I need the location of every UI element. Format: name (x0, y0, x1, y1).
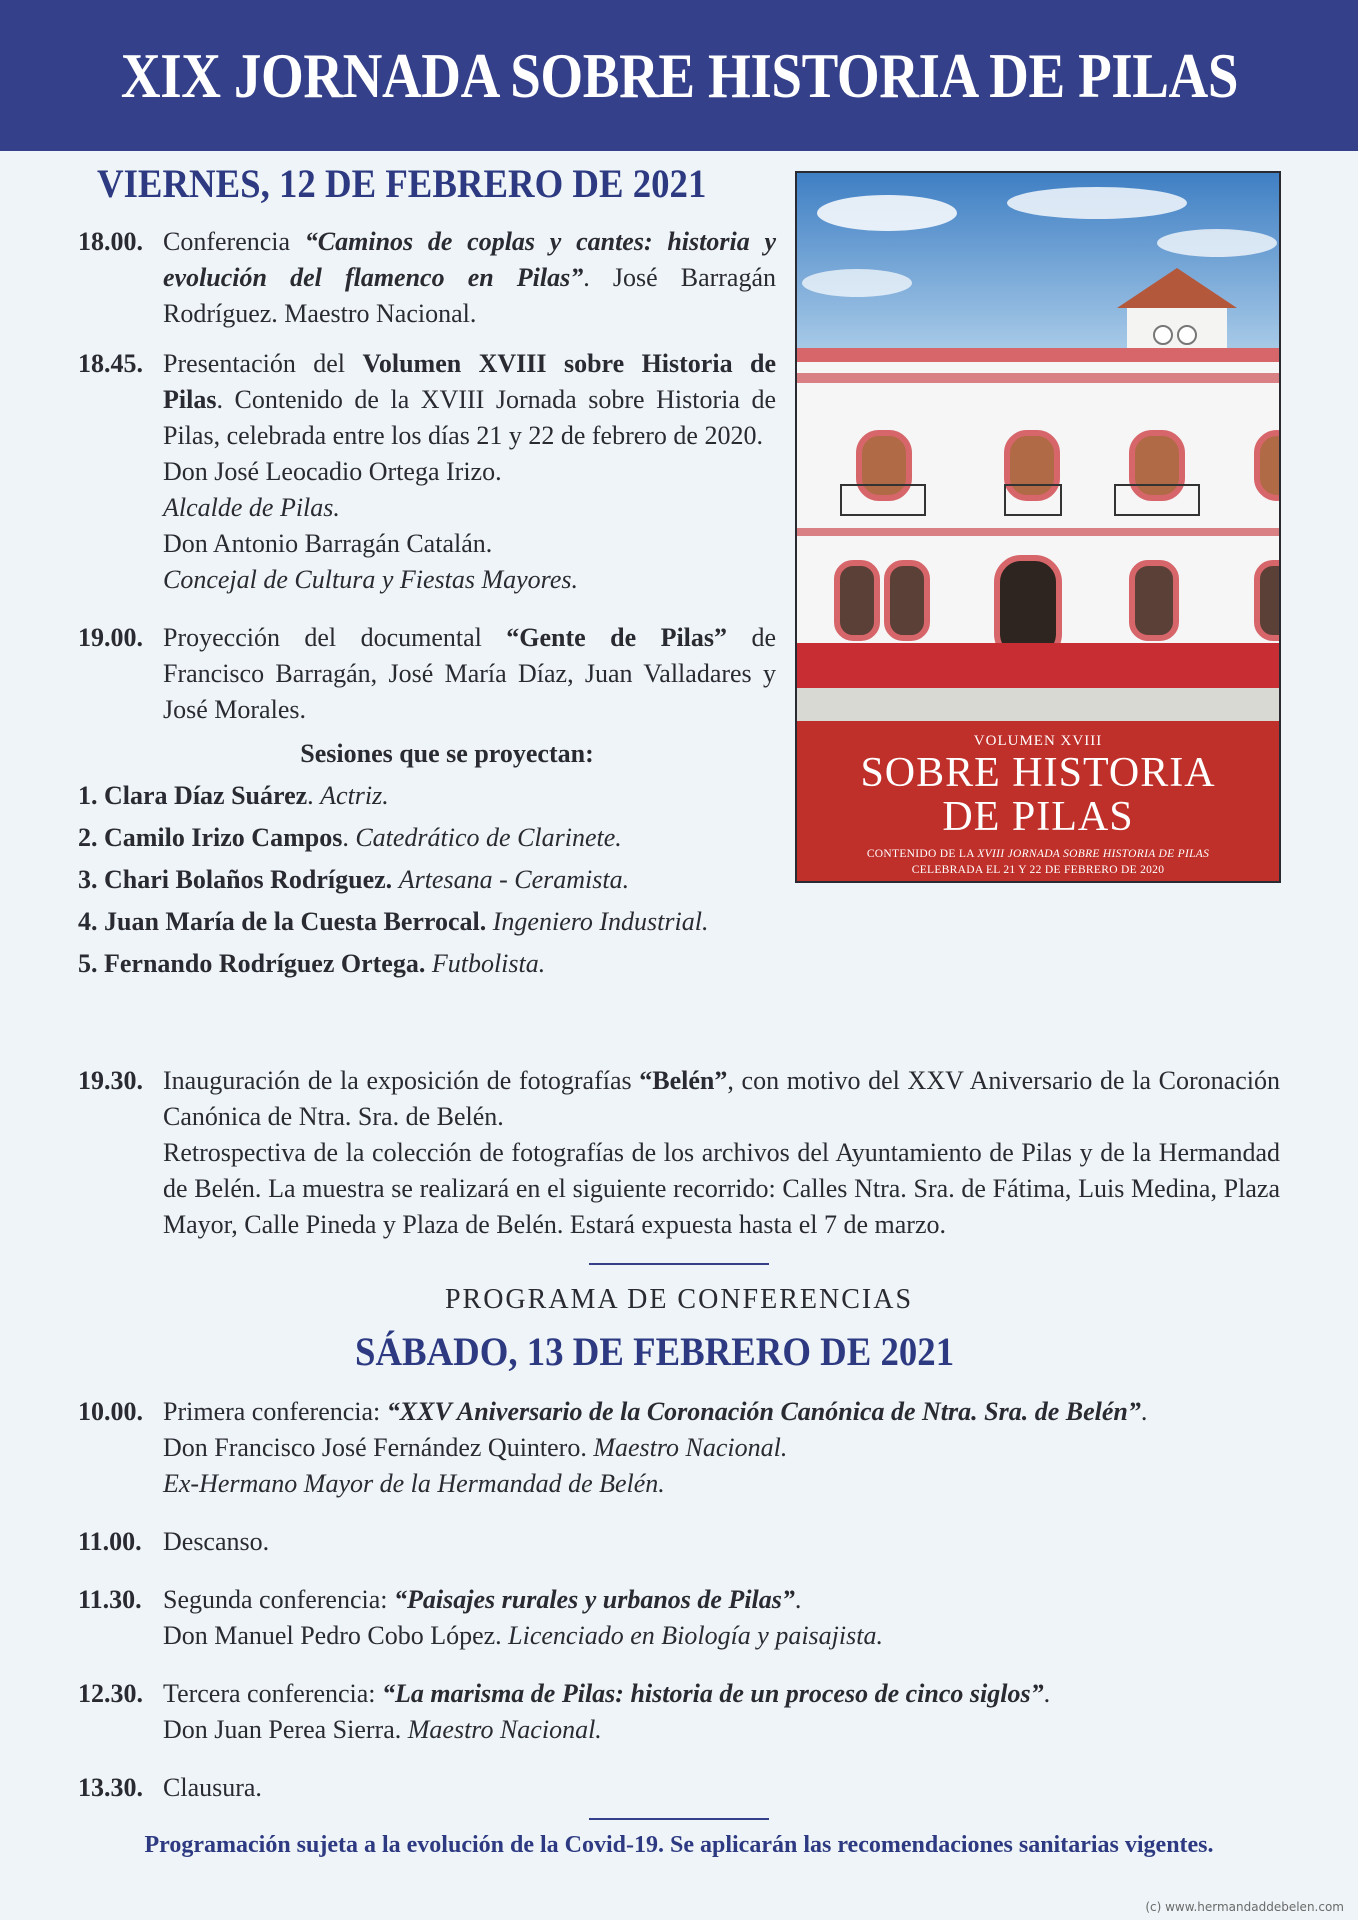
schedule-item-1230 (78, 1676, 1280, 1748)
item-text: Conferencia “Caminos de coplas y cantes: historia y evolución del flamenco en Pilas”. José Barragán Rodríguez. Maestro Nacional. (163, 227, 777, 328)
section-divider (589, 1818, 769, 1820)
book-cover (795, 171, 1281, 883)
schedule-item-1100 (78, 1524, 1280, 1560)
cover-building-photo (797, 173, 1279, 721)
item-time: 13.30. (78, 1773, 143, 1802)
schedule-item-1000 (78, 1394, 1280, 1502)
schedule-item-1900 (78, 620, 776, 728)
item-time: 11.30. (78, 1585, 142, 1614)
person-role: Alcalde de Pilas. (163, 493, 340, 522)
exhibition-item (78, 1063, 1280, 1243)
website-credit: (c) www.hermandaddebelen.com (1145, 1900, 1344, 1914)
day1-schedule (78, 224, 776, 982)
person-role: Concejal de Cultura y Fiestas Mayores. (163, 565, 578, 594)
cover-title-line2: DE PILAS (942, 794, 1134, 840)
section-divider (589, 1263, 769, 1265)
sessions-heading: Sesiones que se proyectan: (300, 739, 594, 768)
covid-notice: Programación sujeta a la evolución de la Covid-19. Se aplicarán las recomendaciones sanitarias vigentes. (144, 1832, 1214, 1858)
session-item: 5. Fernando Rodríguez Ortega. Futbolista. (78, 949, 546, 978)
session-item: 2. Camilo Irizo Campos. Catedrático de Clarinete. (78, 823, 622, 852)
schedule-item-1800 (78, 224, 776, 332)
item-time: 12.30. (78, 1679, 143, 1708)
schedule-item-1330 (78, 1770, 1280, 1806)
item-text: Clausura. (163, 1773, 262, 1802)
event-title: XIX JORNADA SOBRE HISTORIA DE PILAS (120, 39, 1238, 111)
item-text: Descanso. (163, 1527, 270, 1556)
cover-title-line1: SOBRE HISTORIA (860, 750, 1216, 796)
person-name: Don José Leocadio Ortega Irizo. (163, 457, 502, 486)
cover-title-panel (797, 721, 1279, 881)
day2-schedule (78, 1394, 1280, 1806)
item-time: 19.30. (78, 1066, 143, 1095)
item-text: Proyección del documental “Gente de Pilas” de Francisco Barragán, José María Díaz, Juan Valladares y José Morales. (163, 623, 776, 724)
title-banner (0, 0, 1358, 151)
item-text: Presentación del Volumen XVIII sobre Historia de Pilas. Contenido de la XVIII Jornada sobre Historia de Pilas, celebrada entre los días 21 y 22 de febrero de 2020. Don José Leocadio Ortega Irizo. Alcalde de Pilas. Don Antonio Barragán Catalán. Concejal de Cultura y Fiestas Mayores. (163, 346, 776, 598)
session-item: 3. Chari Bolaños Rodríguez. Artesana - Ceramista. (78, 865, 630, 894)
program-title: PROGRAMA DE CONFERENCIAS (444, 1284, 914, 1315)
item-time: 10.00. (78, 1397, 143, 1426)
day1-title: VIERNES, 12 DE FEBRERO DE 2021 (97, 161, 707, 206)
item-time: 18.45. (78, 349, 143, 378)
item-text: Inauguración de la exposición de fotografías “Belén”, con motivo del XXV Aniversario de la Coronación Canónica de Ntra. Sra. de Belén. Retrospectiva de la colección de fotografías de los archivos del Ayuntamiento de Pilas y de la Hermandad de Belén. La muestra se realizará en el siguiente recorrido: Calles Ntra. Sra. de Fátima, Luis Medina, Plaza Mayor, Calle Pineda y Plaza de Belén. Estará expuesta hasta el 7 de marzo. (163, 1066, 1280, 1239)
item-time: 11.00. (78, 1527, 142, 1556)
item-time: 18.00. (78, 227, 143, 256)
item-text: Tercera conferencia: “La marisma de Pilas: historia de un proceso de cinco siglos”. Don Juan Perea Sierra. Maestro Nacional. (163, 1679, 1051, 1744)
day2-title: SÁBADO, 13 DE FEBRERO DE 2021 (355, 1329, 955, 1374)
session-item: 4. Juan María de la Cuesta Berrocal. Ingeniero Industrial. (78, 907, 709, 936)
cover-volume: VOLUMEN XVIII (973, 733, 1103, 749)
schedule-item-1845 (78, 346, 776, 598)
item-text: Segunda conferencia: “Paisajes rurales y urbanos de Pilas”. Don Manuel Pedro Cobo López. Licenciado en Biología y paisajista. (163, 1585, 883, 1650)
item-time: 19.00. (78, 623, 143, 652)
person-name: Don Antonio Barragán Catalán. (163, 529, 493, 558)
schedule-item-1130 (78, 1582, 1280, 1654)
cover-subtitle: CONTENIDO DE LA XVIII JORNADA SOBRE HISTORIA DE PILAS CELEBRADA EL 21 Y 22 DE FEBRERO DE 2020 (866, 848, 1210, 876)
schedule-item-1930 (78, 1063, 1280, 1243)
item-text: Primera conferencia: “XXV Aniversario de la Coronación Canónica de Ntra. Sra. de Belén”. Don Francisco José Fernández Quintero. Maestro Nacional. Ex-Hermano Mayor de la Hermandad de Belén. (163, 1397, 1148, 1498)
session-item: 1. Clara Díaz Suárez. Actriz. (78, 781, 389, 810)
